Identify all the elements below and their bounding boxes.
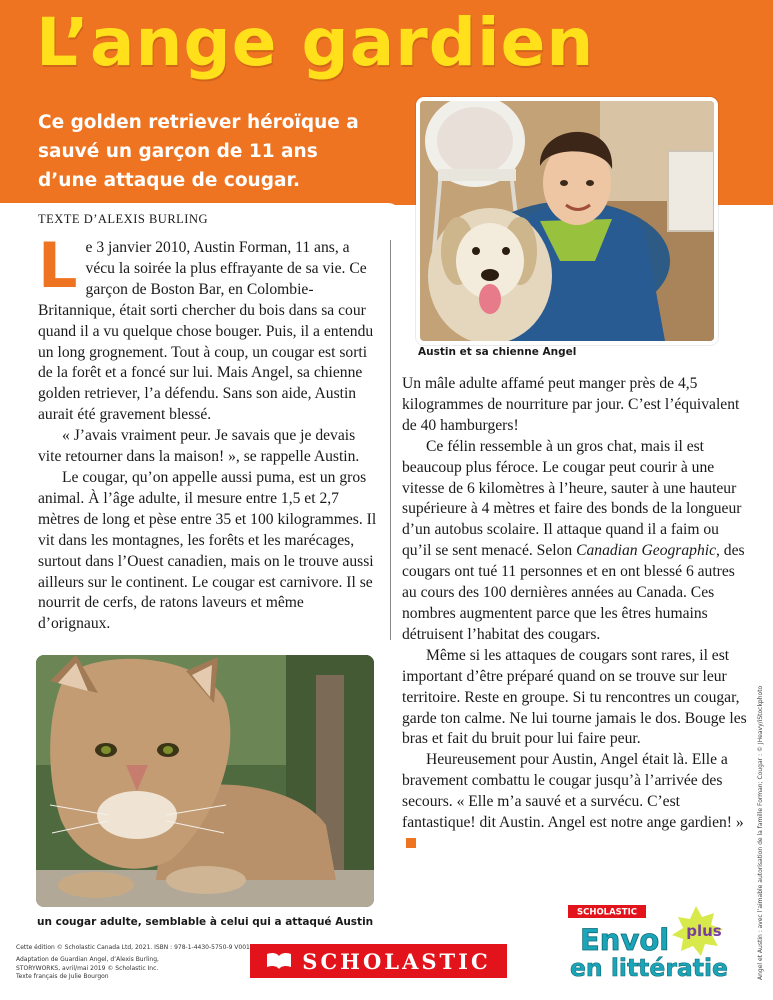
photo-cougar [36, 655, 374, 907]
page-subtitle: Ce golden retriever héroïque a sauvé un garçon de 11 ans d’une attaque de cougar. [38, 112, 359, 191]
photo-caption-cougar: un cougar adulte, semblable à celui qui a attaqué Austin [37, 916, 374, 928]
series-title-line1: Envol [580, 923, 670, 957]
paragraph: Le 3 janvier 2010, Austin Forman, 11 ans, a vécu la soirée la plus effrayante de sa vie. Ce garçon de Boston Bar, en Colombie-Britannique, était sorti chercher du bois dans sa cour quand il a vu quelque chose bouger. Puis, il a entendu un long grognement. Tout à coup, un cougar est sorti de la forêt et a foncé sur lui. Mais Angel, sa chienne golden retriever, l’a défendu. Sans son aide, Austin aurait été gravement blessé. [38, 229, 374, 424]
end-mark-icon [406, 838, 416, 848]
paragraph: Un mâle adulte affamé peut manger près de 4,5 kilogrammes de nourriture par jour. C’est l’équivalent de 40 hamburgers! [402, 375, 740, 434]
byline: TEXTE D’ALEXIS BURLING [38, 212, 209, 226]
article-column-right [402, 374, 752, 855]
publication-name: Canadian Geographic [576, 542, 716, 560]
series-title-line2: en littératie [570, 954, 728, 982]
series-plus-text: plus [686, 922, 722, 940]
series-small-logo-text: SCHOLASTIC [576, 907, 638, 918]
photo-credit: Angel et Austin : avec l’aimable autorisation de la famille Forman; Cougar : © JHeavy/iStockphoto [757, 685, 764, 980]
paragraph: Ce félin ressemble à un gros chat, mais il est beaucoup plus féroce. Le cougar peut courir à une vitesse de 6 kilomètres à l’heure, sauter à une hauteur supérieure à 4 mètres et faire des bonds de la longueur d’un autobus scolaire. Il attaque quand il a faim ou qu’il se sent menacé. Selon Canadian Geographic, des cougars ont tué 11 personnes et en ont blessé 6 autres au cours des 100 dernières années au Canada. Ces nombres augmentent parce que les êtres humains détruisent l’habitat des cougars. [402, 437, 745, 643]
photo-caption-austin: Austin et sa chienne Angel [418, 346, 577, 358]
copyright-notice: Cette édition © Scholastic Canada Ltd, 2021. ISBN : 978-1-4430-5750-9 V001 Adaptation de Guardian Angel, d’Alexis Burling, STORYWORKS, avril/mai 2019 © Scholastic Inc. Texte français de Julie Bourgon [16, 944, 250, 981]
scholastic-logo [250, 944, 507, 978]
drop-cap: L [38, 229, 78, 302]
photo-austin-and-angel [416, 97, 718, 345]
page-title: L’ange gardien [36, 4, 595, 81]
paragraph: Heureusement pour Austin, Angel était là. Elle a bravement combattu le cougar jusqu’à l’arrivée des secours. « Elle m’a sauvé et a survécu. C’est fantastique! dit Austin. Angel est notre ange gardien! » [402, 750, 752, 855]
open-book-icon [266, 952, 292, 970]
envol-plus-logo [566, 903, 734, 985]
paragraph: « J’avais vraiment peur. Je savais que je devais vite retourner dans la maison! », se rappelle Austin. [38, 427, 360, 466]
article-column-left [38, 229, 380, 635]
column-divider [390, 240, 391, 640]
paragraph: Le cougar, qu’on appelle aussi puma, est un gros animal. À l’âge adulte, il mesure entre 1,5 et 2,7 mètres de long et pèse entre 35 et 100 kilogrammes. Il vit dans les montagnes, les forêts et les marécages, surtout dans l’Ouest canadien, mais on le trouve aussi ailleurs sur le continent. Le cougar est carnivore. Il se nourrit de cerfs, de ratons laveurs et même d’orignaux. [38, 468, 377, 633]
scholastic-logo-text: SCHOLASTIC [302, 948, 491, 974]
paragraph: Même si les attaques de cougars sont rares, il est important d’être préparé quand on se trouve sur leur territoire. Reste en groupe. Si tu rencontres un cougar, garde ton calme. Ne lui tourne jamais le dos. Bouge les bras et fait du bruit pour lui faire peur. [402, 646, 747, 748]
